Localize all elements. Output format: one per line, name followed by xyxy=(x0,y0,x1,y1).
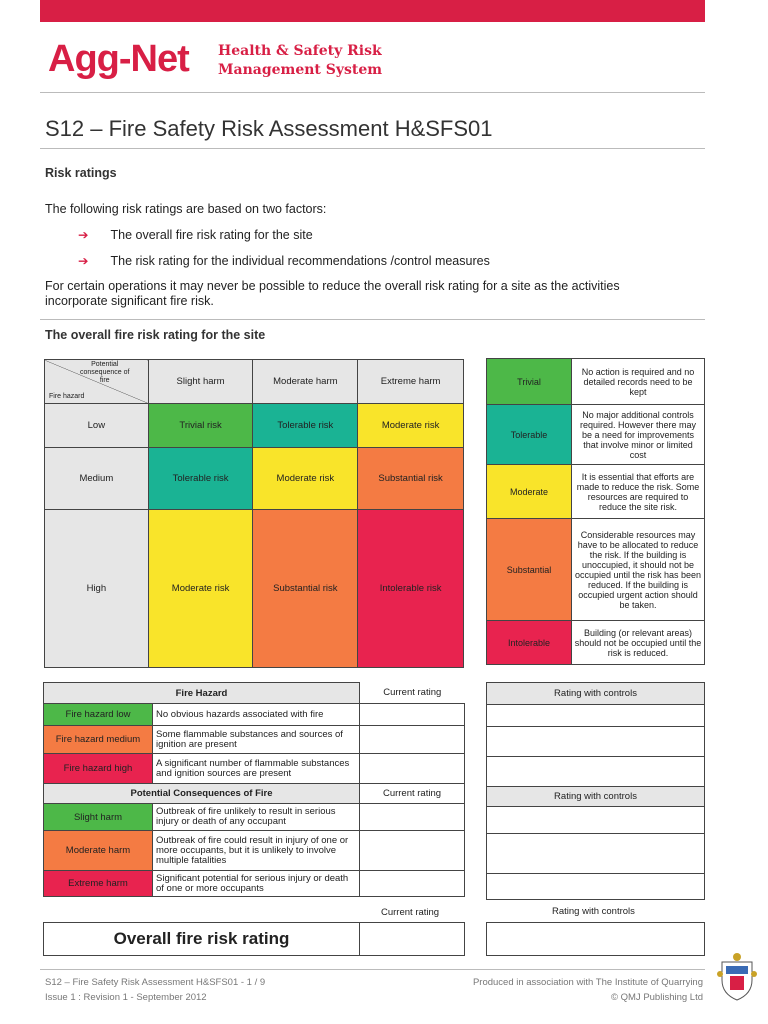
overall-controls-table xyxy=(486,922,705,956)
bullet-2-text: The risk rating for the individual recommendations /control measures xyxy=(110,254,490,268)
legend-intolerable-desc: Building (or relevant areas) should not be occupied until the risk is reduced. xyxy=(572,621,705,665)
controls-rating-input[interactable] xyxy=(487,757,705,787)
section-heading: Risk ratings xyxy=(45,166,117,180)
system-name-line1: Health & Safety Risk xyxy=(218,43,382,59)
controls-rating-input[interactable] xyxy=(487,874,705,900)
footer-issue: Issue 1 : Revision 1 - September 2012 xyxy=(45,992,207,1003)
current-rating-input[interactable] xyxy=(360,754,465,784)
matrix-corner xyxy=(45,360,149,404)
legend-moderate-desc: It is essential that efforts are made to reduce the risk. Some resources are required to reduce the site risk. xyxy=(572,465,705,519)
corner-top-label: Potential consequence of fire xyxy=(80,361,130,384)
current-rating-input[interactable] xyxy=(360,804,465,831)
moderate-harm-desc: Outbreak of fire could result in injury of one or more occupants, but it is unlikely to involve multiple fatalities xyxy=(153,831,360,871)
fire-hazard-low: Fire hazard low xyxy=(44,704,153,726)
footer-produced: Produced in association with The Institute of Quarrying xyxy=(472,977,703,988)
bullet-1-text: The overall fire risk rating for the site xyxy=(110,228,313,242)
fire-hazard-low-desc: No obvious hazards associated with fire xyxy=(153,704,360,726)
consequences-heading: Potential Consequences of Fire xyxy=(44,784,360,804)
cell-tolerable-risk: Tolerable risk xyxy=(253,404,358,448)
fire-hazard-high: Fire hazard high xyxy=(44,754,153,784)
cell-trivial-risk: Trivial risk xyxy=(148,404,253,448)
moderate-harm: Moderate harm xyxy=(44,831,153,871)
page-title: S12 – Fire Safety Risk Assessment H&SFS01 xyxy=(45,116,493,141)
legend-substantial-desc: Considerable resources may have to be allocated to reduce the risk. If the building is unoccupied, it should not be occupied until the risk has been reduced. If the building is occupied urgent action should be taken. xyxy=(572,519,705,621)
cell-moderate-risk: Moderate risk xyxy=(253,448,358,510)
system-name xyxy=(218,42,382,80)
footer-doc-ref: S12 – Fire Safety Risk Assessment H&SFS01 - 1 / 9 xyxy=(45,977,266,988)
controls-rating-input[interactable] xyxy=(487,705,705,727)
cell-substantial-risk: Substantial risk xyxy=(358,448,464,510)
legend-substantial: Substantial xyxy=(487,519,572,621)
risk-legend xyxy=(486,358,705,665)
agg-net-logo: Agg-Net xyxy=(48,38,189,80)
legend-moderate: Moderate xyxy=(487,465,572,519)
current-rating-label: Current rating xyxy=(360,683,465,704)
top-brand-bar xyxy=(40,0,705,22)
col-extreme-harm: Extreme harm xyxy=(358,360,464,404)
current-rating-input[interactable] xyxy=(360,871,465,897)
legend-intolerable: Intolerable xyxy=(487,621,572,665)
cell-moderate-risk: Moderate risk xyxy=(148,510,253,668)
slight-harm: Slight harm xyxy=(44,804,153,831)
note-text: For certain operations it may never be possible to reduce the overall risk rating for a site as the activities incorporate significant fire risk. xyxy=(45,279,620,308)
cell-intolerable-risk: Intolerable risk xyxy=(358,510,464,668)
legend-trivial: Trivial xyxy=(487,359,572,405)
legend-tolerable-desc: No major additional controls required. However there may be a need for improvements that involve minor or limited cost xyxy=(572,405,705,465)
arrow-icon: ➔ xyxy=(78,228,89,242)
overall-controls-input[interactable] xyxy=(487,923,705,956)
overall-current-input[interactable] xyxy=(360,923,465,956)
rating-table xyxy=(43,682,465,897)
row-high: High xyxy=(45,510,149,668)
col-moderate-harm: Moderate harm xyxy=(253,360,358,404)
overall-rating-table xyxy=(43,922,465,956)
arrow-icon: ➔ xyxy=(78,254,89,268)
footer-divider xyxy=(40,969,705,970)
section-divider xyxy=(40,319,705,320)
extreme-harm-desc: Significant potential for serious injury or death of one or more occupants xyxy=(153,871,360,897)
overall-current-label: Current rating xyxy=(381,907,440,918)
fire-hazard-high-desc: A significant number of flammable substances and ignition sources are present xyxy=(153,754,360,784)
current-rating-input[interactable] xyxy=(360,704,465,726)
current-rating-input[interactable] xyxy=(360,726,465,754)
matrix-heading: The overall fire risk rating for the site xyxy=(45,328,266,342)
row-low: Low xyxy=(45,404,149,448)
fire-hazard-medium: Fire hazard medium xyxy=(44,726,153,754)
footer-copyright: © QMJ Publishing Ltd xyxy=(610,992,703,1003)
extreme-harm: Extreme harm xyxy=(44,871,153,897)
controls-rating-input[interactable] xyxy=(487,807,705,834)
slight-harm-desc: Outbreak of fire unlikely to result in serious injury or death of any occupant xyxy=(153,804,360,831)
header-divider xyxy=(40,92,705,93)
legend-tolerable: Tolerable xyxy=(487,405,572,465)
system-name-line2: Management System xyxy=(218,62,383,78)
fire-hazard-heading: Fire Hazard xyxy=(44,683,360,704)
current-rating-label: Current rating xyxy=(360,784,465,804)
risk-matrix xyxy=(44,359,464,668)
controls-label: Rating with controls xyxy=(487,787,705,807)
intro-text: The following risk ratings are based on two factors: xyxy=(45,202,327,216)
overall-controls-label: Rating with controls xyxy=(552,906,635,917)
fire-hazard-medium-desc: Some flammable substances and sources of ignition are present xyxy=(153,726,360,754)
controls-rating-input[interactable] xyxy=(487,834,705,874)
cell-moderate-risk: Moderate risk xyxy=(358,404,464,448)
current-rating-input[interactable] xyxy=(360,831,465,871)
corner-bottom-label: Fire hazard xyxy=(49,393,85,400)
controls-label: Rating with controls xyxy=(487,683,705,705)
overall-rating-label: Overall fire risk rating xyxy=(44,923,360,956)
bullet-2 xyxy=(78,254,490,269)
row-medium: Medium xyxy=(45,448,149,510)
legend-trivial-desc: No action is required and no detailed records need to be kept xyxy=(572,359,705,405)
controls-rating-input[interactable] xyxy=(487,727,705,757)
bullet-1 xyxy=(78,228,313,243)
col-slight-harm: Slight harm xyxy=(148,360,253,404)
controls-table xyxy=(486,682,705,900)
institute-crest-icon xyxy=(716,950,758,1002)
cell-substantial-risk: Substantial risk xyxy=(253,510,358,668)
cell-tolerable-risk: Tolerable risk xyxy=(148,448,253,510)
title-divider xyxy=(40,148,705,149)
